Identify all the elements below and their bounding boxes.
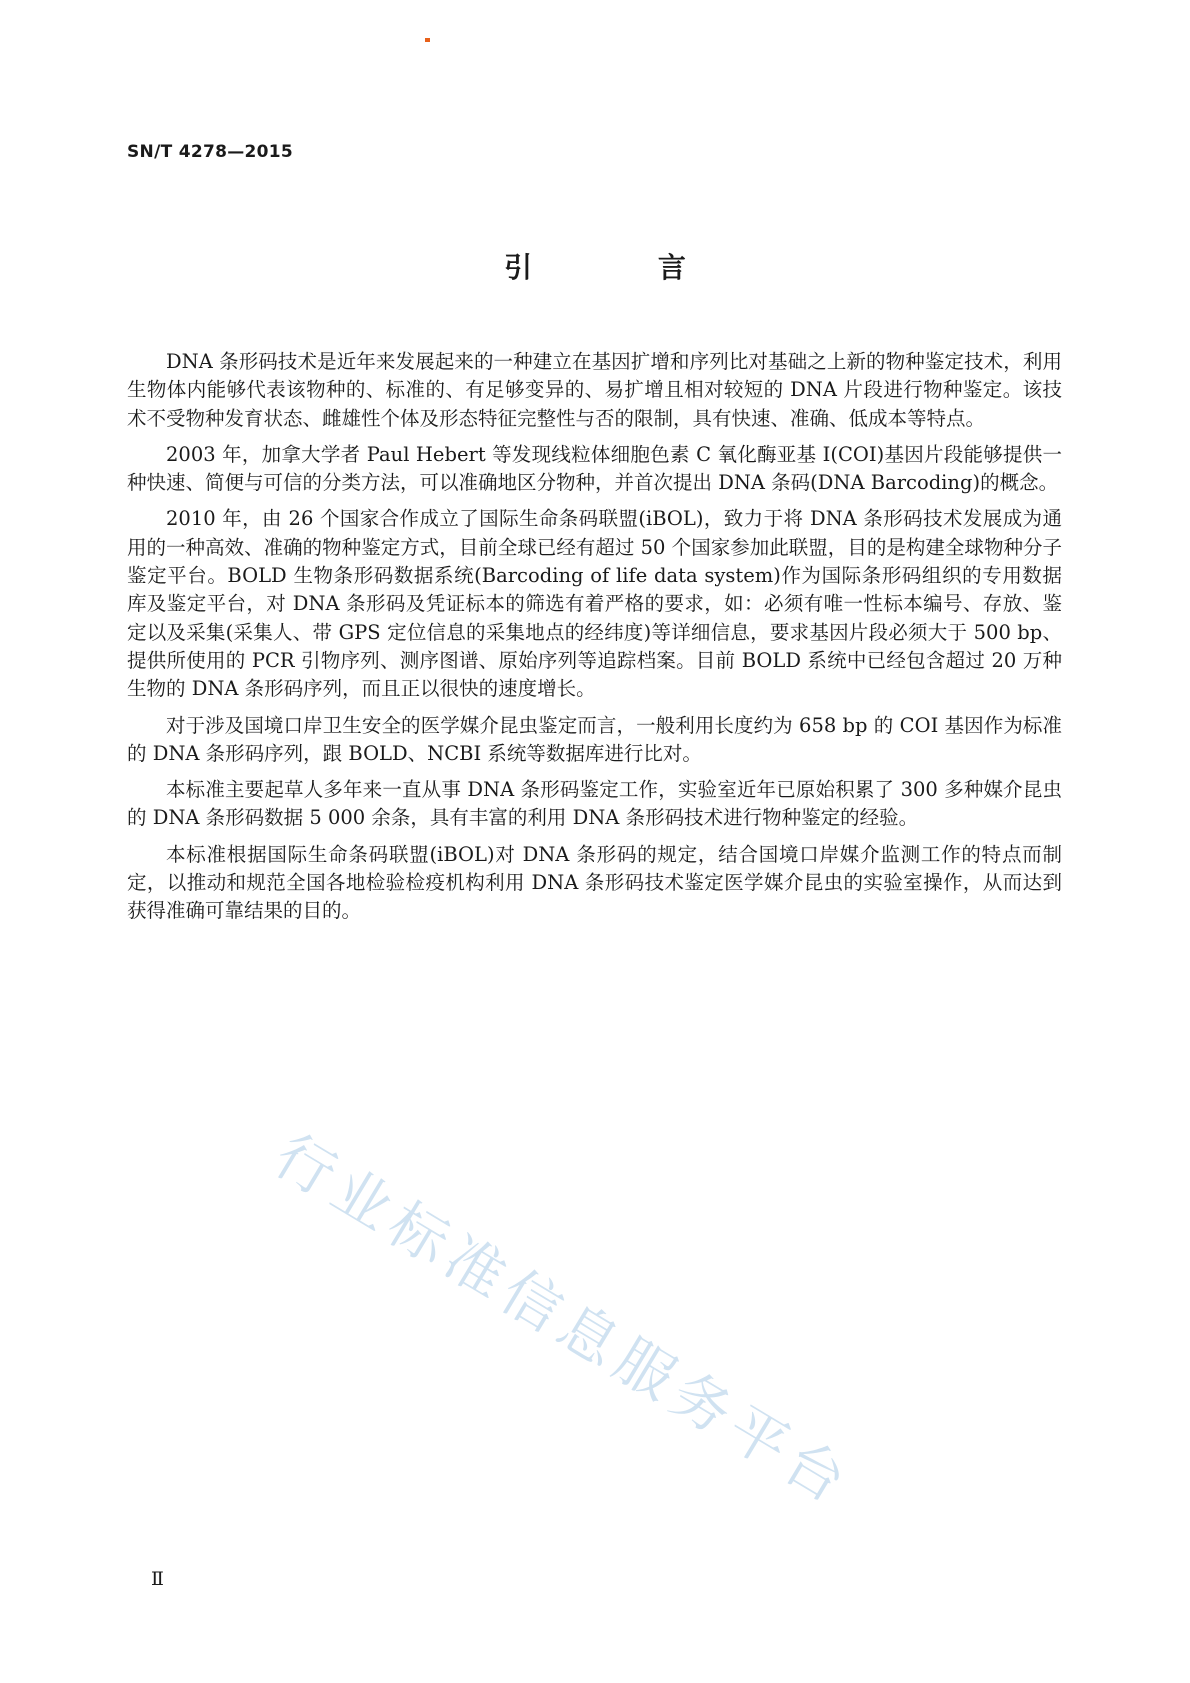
paragraph-3: 2010 年，由 26 个国家合作成立了国际生命条码联盟(iBOL)，致力于将 DNA 条形码技术发展成为通用的一种高效、准确的物种鉴定方式，目前全球已经有超过 50 个国家参加此联盟，目的是构建全球物种分子鉴定平台。BOLD 生物条形码数据系统(Barcoding of life data system)作为国际条形码组织的专用数据库及鉴定平台，对 DNA 条形码及凭证标本的筛选有着严格的要求，如：必须有唯一性标本编号、存放、鉴定以及采集(采集人、带 GPS 定位信息的采集地点的经纬度)等详细信息，要求基因片段必须大于 500 bp、提供所使用的 PCR 引物序列、测序图谱、原始序列等追踪档案。目前 BOLD 系统中已经包含超过 20 万种生物的 DNA 条形码序列，而且正以很快的速度增长。: [127, 507, 1062, 701]
paragraph-4: 对于涉及国境口岸卫生安全的医学媒介昆虫鉴定而言，一般利用长度约为 658 bp 的 COI 基因作为标准的 DNA 条形码序列，跟 BOLD、NCBI 系统等数据库进行比对。: [127, 713, 1062, 765]
watermark: 行业标准信息服务平台: [263, 1121, 865, 1520]
page-title: 引 言: [504, 251, 744, 284]
paragraph-1: DNA 条形码技术是近年来发展起来的一种建立在基因扩增和序列比对基础之上新的物种鉴定技术，利用生物体内能够代表该物种的、标准的、有足够变异的、易扩增且相对较短的 DNA 片段进行物种鉴定。该技术不受物种发育状态、雌雄性个体及形态特征完整性与否的限制，具有快速、准确、低成本等特点。: [127, 350, 1062, 430]
paragraph-5: 本标准主要起草人多年来一直从事 DNA 条形码鉴定工作，实验室近年已原始积累了 300 多种媒介昆虫的 DNA 条形码数据 5 000 余条，具有丰富的利用 DNA 条形码技术进行物种鉴定的经验。: [127, 778, 1062, 830]
standard-code: SN/T 4278—2015: [127, 142, 294, 162]
paragraph-2: 2003 年，加拿大学者 Paul Hebert 等发现线粒体细胞色素 C 氧化酶亚基 I(COI)基因片段能够提供一种快速、简便与可信的分类方法，可以准确地区分物种，并首次提出 DNA 条码(DNA Barcoding)的概念。: [127, 442, 1062, 495]
page-number: Ⅱ: [151, 1568, 164, 1590]
orange-mark: [425, 38, 430, 42]
introduction-body: [127, 348, 1062, 934]
paragraph-6: 本标准根据国际生命条码联盟(iBOL)对 DNA 条形码的规定，结合国境口岸媒介监测工作的特点而制定，以推动和规范全国各地检验检疫机构利用 DNA 条形码技术鉴定医学媒介昆虫的实验室操作，从而达到获得准确可靠结果的目的。: [127, 842, 1062, 923]
